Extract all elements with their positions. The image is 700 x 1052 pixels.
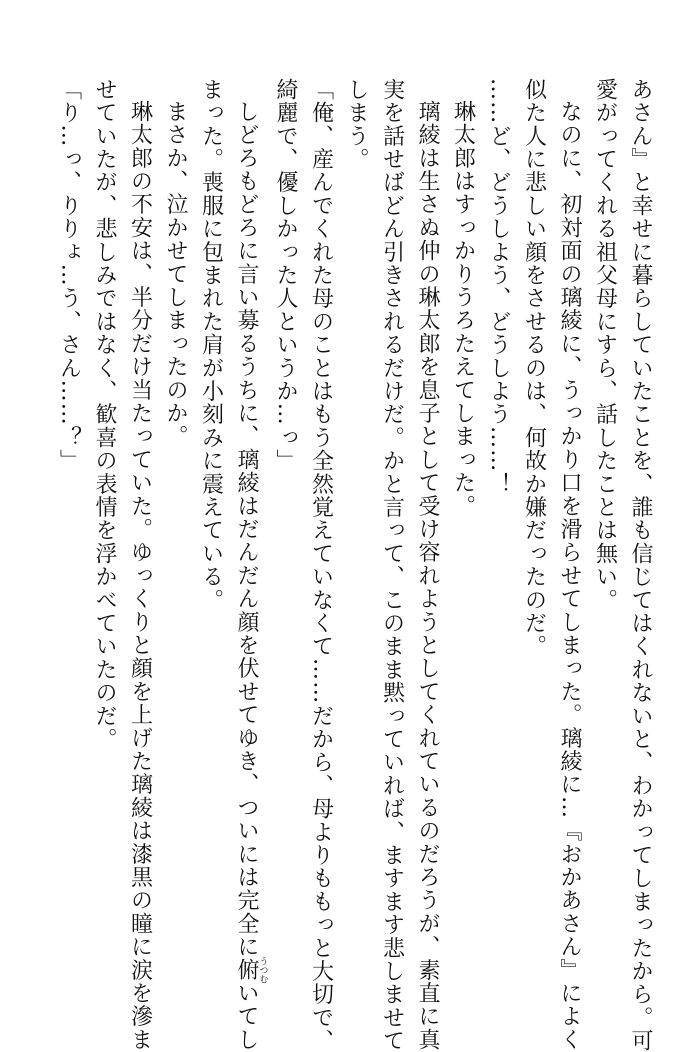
text-line: あさん』と幸せに暮らしていたことを、誰も信じてはくれないと、わかってしまったから。可 — [628, 78, 653, 1052]
text-line: 「俺、産んでくれた母のことはもう全然覚えていなくて……だから、母よりももっと大切で、 — [308, 78, 334, 1052]
text-line: しまう。 — [344, 78, 369, 171]
text-line: まった。喪服に包まれた肩が小刻みに震えている。 — [198, 78, 224, 612]
text-line: 似た人に悲しい顔をさせるのは、何故か嫌だったのだ。 — [521, 78, 547, 658]
ruby-annotation — [234, 956, 268, 984]
text-line: 「り…っ、りりょ…う、さん……？」 — [56, 78, 82, 473]
text-line: まさか、泣かせてしまったのか。 — [163, 100, 188, 448]
vertical-text-body — [51, 78, 658, 1052]
text-line: せていたが、悲しみではなく、歓喜の表情を浮かべていたのだ。 — [92, 78, 117, 751]
ruby-base: 俯 — [234, 956, 259, 984]
line-segment: しどろもどろに言い募るうちに、璃綾はだんだん顔を伏せてゆき、ついには完全に — [234, 100, 259, 959]
text-line: 綺麗で、優しかった人というか…っ」 — [273, 78, 298, 473]
ruby-reading: うつむ — [257, 956, 268, 984]
text-line-with-ruby — [229, 78, 268, 1052]
text-line: 琳太郎の不安は、半分だけ当たっていた。ゆっくりと顔を上げた璃綾は漆黒の瞳に涙を滲ま — [127, 100, 153, 1052]
text-line: 璃綾は生さぬ仲の琳太郎を息子として受け容れようとしてくれているのだろうが、素直に真 — [415, 100, 440, 1052]
text-line: なのに、初対面の璃綾に、うっかり口を滑らせてしまった。璃綾に…『おかあさん』によく — [557, 100, 582, 1052]
text-line: 琳太郎はすっかりうろたえてしまった。 — [450, 100, 476, 518]
line-segment: いてし — [234, 981, 259, 1052]
text-line: 実を話せばどん引きされるだけだ。かと言って、このまま黙っていれば、ますます悲しませて — [379, 78, 405, 1052]
text-line: 愛がってくれる祖父母にすら、話したことは無い。 — [592, 78, 618, 612]
text-line: ……ど、どうしよう、どうしよう……！ — [486, 78, 511, 496]
